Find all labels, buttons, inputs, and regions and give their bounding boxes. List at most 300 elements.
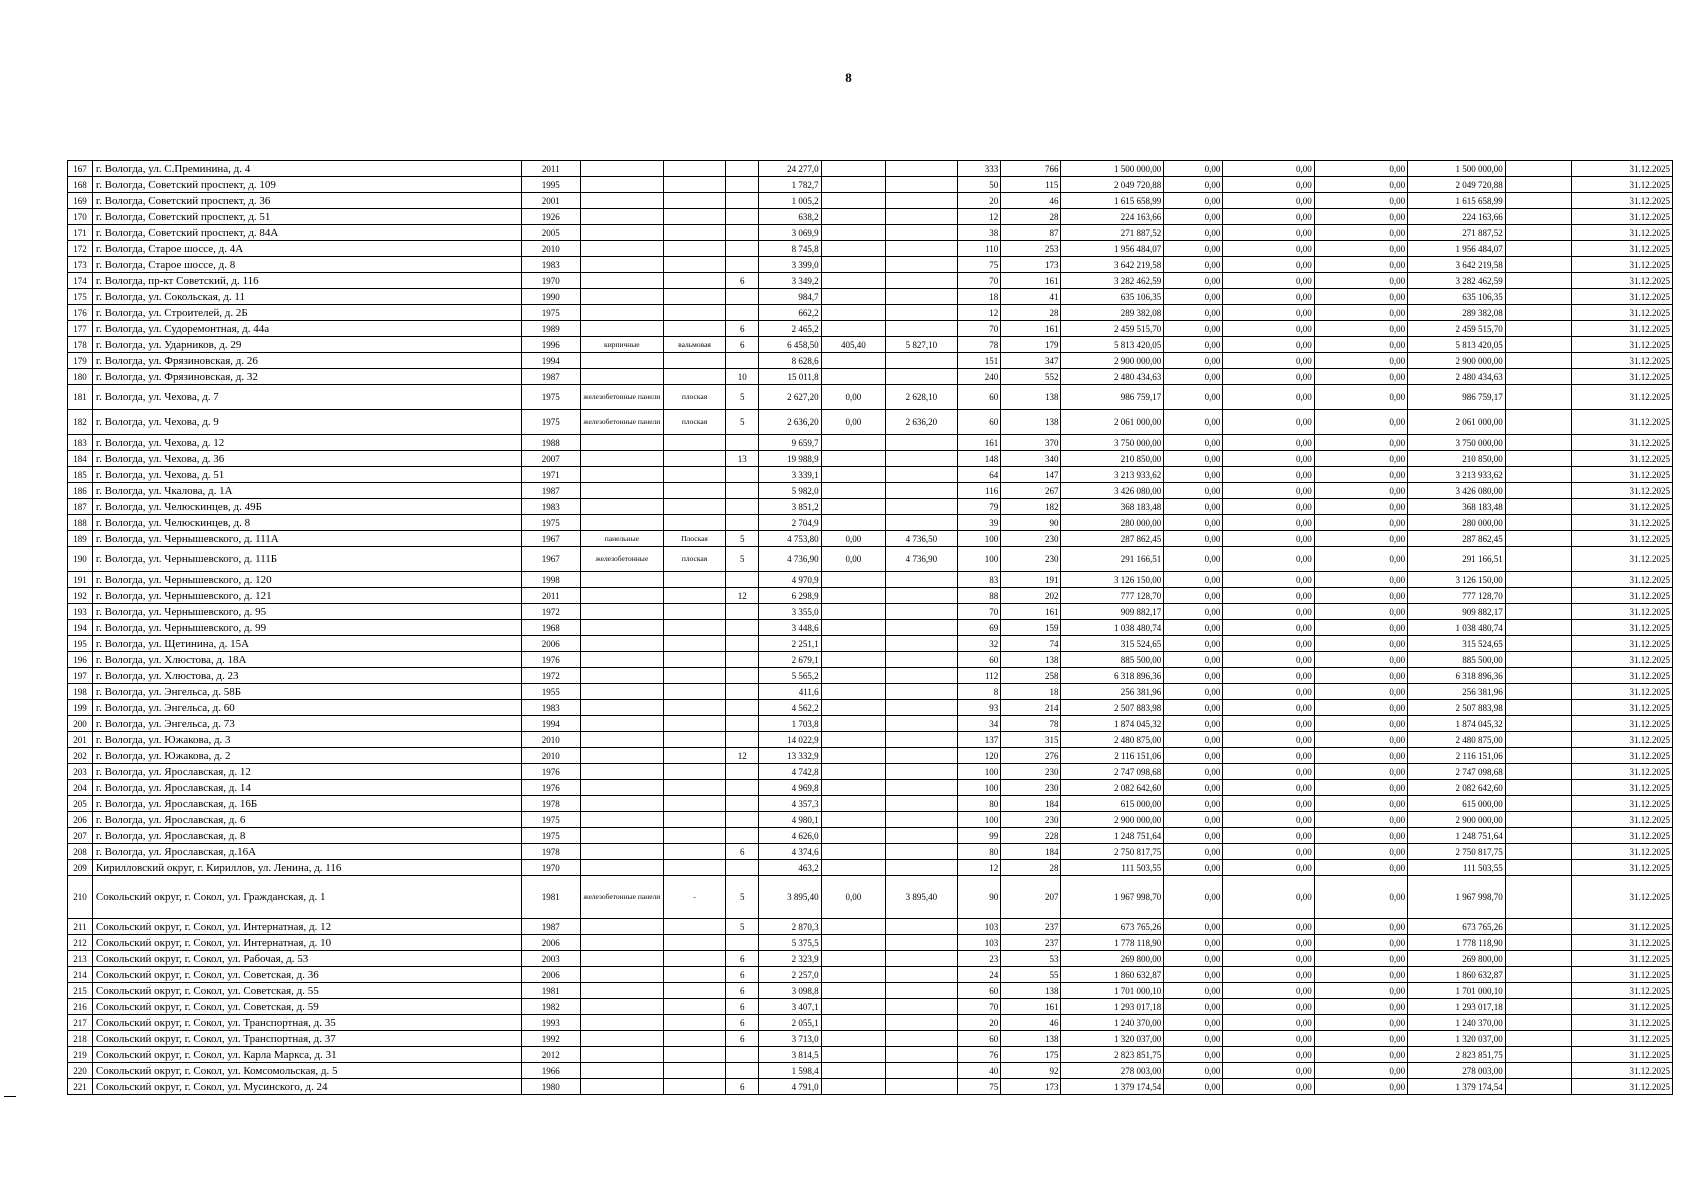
cost-cell: 909 882,17 [1061,604,1164,620]
residential-area-cell [886,780,958,796]
funds-3-cell: 0,00 [1314,483,1407,499]
address-cell: г. Вологда, ул. Чехова, д. 36 [92,451,521,467]
deadline-date-cell: 31.12.2025 [1572,732,1673,748]
cost-cell: 256 381,96 [1061,684,1164,700]
nonresidential-area-cell [821,999,885,1015]
total-cost-cell: 1 778 118,90 [1408,935,1506,951]
residential-area-cell [886,257,958,273]
roof-type-cell [663,935,725,951]
funds-1-cell: 0,00 [1164,935,1223,951]
roof-type-cell [663,732,725,748]
table-row [68,515,1673,531]
funds-2-cell: 0,00 [1223,604,1314,620]
table-row [68,531,1673,547]
row-number-cell: 171 [68,225,93,241]
funds-1-cell: 0,00 [1164,467,1223,483]
nonresidential-area-cell [821,257,885,273]
wall-material-cell [580,499,663,515]
count-1-cell: 38 [957,225,1001,241]
roof-type-cell: плоская [663,547,725,572]
nonresidential-area-cell: 0,00 [821,410,885,435]
row-number-cell: 221 [68,1079,93,1095]
cost-cell: 2 747 098,68 [1061,764,1164,780]
roof-type-cell [663,951,725,967]
funds-1-cell: 0,00 [1164,999,1223,1015]
funds-3-cell: 0,00 [1314,983,1407,999]
address-cell: г. Вологда, ул. Чкалова, д. 1А [92,483,521,499]
residential-area-cell [886,289,958,305]
total-cost-cell: 1 038 480,74 [1408,620,1506,636]
funds-3-cell: 0,00 [1314,1047,1407,1063]
total-cost-cell: 1 874 045,32 [1408,716,1506,732]
funds-1-cell: 0,00 [1164,369,1223,385]
nonresidential-area-cell [821,467,885,483]
table-row [68,951,1673,967]
cost-cell: 3 213 933,62 [1061,467,1164,483]
wall-material-cell [580,999,663,1015]
table-row [68,812,1673,828]
table-row [68,410,1673,435]
row-number-cell: 167 [68,161,93,177]
row-number-cell: 188 [68,515,93,531]
total-area-cell: 4 736,90 [759,547,821,572]
roof-type-cell [663,844,725,860]
nonresidential-area-cell [821,177,885,193]
count-2-cell: 46 [1001,193,1061,209]
row-number-cell: 176 [68,305,93,321]
row-number-cell: 204 [68,780,93,796]
funds-3-cell: 0,00 [1314,305,1407,321]
cost-cell: 777 128,70 [1061,588,1164,604]
total-cost-cell: 271 887,52 [1408,225,1506,241]
total-area-cell: 4 980,1 [759,812,821,828]
funds-1-cell: 0,00 [1164,337,1223,353]
floors-cell: 6 [726,1015,759,1031]
address-cell: г. Вологда, ул. Хлюстова, д. 18А [92,652,521,668]
count-1-cell: 100 [957,764,1001,780]
count-1-cell: 79 [957,499,1001,515]
nonresidential-area-cell [821,435,885,451]
count-1-cell: 70 [957,604,1001,620]
nonresidential-area-cell [821,636,885,652]
row-number-cell: 191 [68,572,93,588]
funds-2-cell: 0,00 [1223,780,1314,796]
nonresidential-area-cell [821,273,885,289]
nonresidential-area-cell [821,812,885,828]
residential-area-cell [886,161,958,177]
residential-area-cell [886,369,958,385]
address-cell: г. Вологда, ул. Челюскинцев, д. 8 [92,515,521,531]
row-number-cell: 181 [68,385,93,410]
wall-material-cell: железобетонные [580,547,663,572]
year-cell: 1976 [521,652,580,668]
wall-material-cell [580,1063,663,1079]
count-2-cell: 179 [1001,337,1061,353]
total-area-cell: 3 851,2 [759,499,821,515]
floors-cell: 6 [726,844,759,860]
row-number-cell: 193 [68,604,93,620]
total-area-cell: 8 628,6 [759,353,821,369]
funds-1-cell: 0,00 [1164,951,1223,967]
total-cost-cell: 1 956 484,07 [1408,241,1506,257]
total-cost-cell: 909 882,17 [1408,604,1506,620]
total-cost-cell: 5 813 420,05 [1408,337,1506,353]
funds-1-cell: 0,00 [1164,652,1223,668]
funds-1-cell: 0,00 [1164,572,1223,588]
total-area-cell: 463,2 [759,860,821,876]
count-1-cell: 50 [957,177,1001,193]
count-1-cell: 18 [957,289,1001,305]
address-cell: Сокольский округ, г. Сокол, ул. Интернатная, д. 12 [92,919,521,935]
roof-type-cell [663,289,725,305]
residential-area-cell [886,828,958,844]
blank-cell [1505,257,1571,273]
deadline-date-cell: 31.12.2025 [1572,935,1673,951]
year-cell: 1970 [521,273,580,289]
total-cost-cell: 2 507 883,98 [1408,700,1506,716]
deadline-date-cell: 31.12.2025 [1572,499,1673,515]
total-cost-cell: 224 163,66 [1408,209,1506,225]
year-cell: 1975 [521,410,580,435]
row-number-cell: 182 [68,410,93,435]
residential-area-cell [886,435,958,451]
blank-cell [1505,1047,1571,1063]
nonresidential-area-cell [821,515,885,531]
count-1-cell: 20 [957,193,1001,209]
roof-type-cell [663,483,725,499]
count-2-cell: 161 [1001,999,1061,1015]
funds-1-cell: 0,00 [1164,483,1223,499]
total-cost-cell: 2 459 515,70 [1408,321,1506,337]
cost-cell: 2 900 000,00 [1061,812,1164,828]
address-cell: г. Вологда, ул. Щетинина, д. 15А [92,636,521,652]
address-cell: Сокольский округ, г. Сокол, ул. Интернатная, д. 10 [92,935,521,951]
residential-area-cell [886,652,958,668]
count-2-cell: 276 [1001,748,1061,764]
cost-cell: 986 759,17 [1061,385,1164,410]
cost-cell: 1 248 751,64 [1061,828,1164,844]
funds-2-cell: 0,00 [1223,531,1314,547]
row-number-cell: 214 [68,967,93,983]
nonresidential-area-cell [821,451,885,467]
address-cell: г. Вологда, ул. Строителей, д. 2Б [92,305,521,321]
funds-2-cell: 0,00 [1223,844,1314,860]
blank-cell [1505,241,1571,257]
year-cell: 1983 [521,257,580,273]
row-number-cell: 213 [68,951,93,967]
address-cell: Сокольский округ, г. Сокол, ул. Карла Маркса, д. 31 [92,1047,521,1063]
total-area-cell: 5 375,5 [759,935,821,951]
table-body [68,161,1673,1095]
floors-cell: 6 [726,1031,759,1047]
total-area-cell: 8 745,8 [759,241,821,257]
funds-3-cell: 0,00 [1314,919,1407,935]
address-cell: г. Вологда, ул. Южакова, д. 2 [92,748,521,764]
table-row [68,684,1673,700]
funds-2-cell: 0,00 [1223,161,1314,177]
total-area-cell: 2 251,1 [759,636,821,652]
funds-2-cell: 0,00 [1223,225,1314,241]
residential-area-cell [886,1063,958,1079]
address-cell: г. Вологда, ул. Чернышевского, д. 120 [92,572,521,588]
funds-3-cell: 0,00 [1314,369,1407,385]
nonresidential-area-cell [821,796,885,812]
count-2-cell: 267 [1001,483,1061,499]
table-row [68,321,1673,337]
row-number-cell: 178 [68,337,93,353]
total-cost-cell: 2 061 000,00 [1408,410,1506,435]
residential-area-cell [886,1015,958,1031]
total-area-cell: 2 870,3 [759,919,821,935]
residential-area-cell [886,951,958,967]
count-2-cell: 237 [1001,935,1061,951]
residential-area-cell: 4 736,50 [886,531,958,547]
row-number-cell: 219 [68,1047,93,1063]
deadline-date-cell: 31.12.2025 [1572,515,1673,531]
total-area-cell: 2 257,0 [759,967,821,983]
cost-cell: 2 459 515,70 [1061,321,1164,337]
deadline-date-cell: 31.12.2025 [1572,241,1673,257]
count-2-cell: 74 [1001,636,1061,652]
blank-cell [1505,999,1571,1015]
count-1-cell: 103 [957,919,1001,935]
floors-cell: 13 [726,451,759,467]
nonresidential-area-cell: 405,40 [821,337,885,353]
table-row [68,337,1673,353]
deadline-date-cell: 31.12.2025 [1572,321,1673,337]
deadline-date-cell: 31.12.2025 [1572,451,1673,467]
wall-material-cell [580,273,663,289]
funds-1-cell: 0,00 [1164,684,1223,700]
funds-2-cell: 0,00 [1223,385,1314,410]
year-cell: 1955 [521,684,580,700]
nonresidential-area-cell [821,716,885,732]
blank-cell [1505,499,1571,515]
count-1-cell: 8 [957,684,1001,700]
count-2-cell: 92 [1001,1063,1061,1079]
funds-1-cell: 0,00 [1164,241,1223,257]
count-1-cell: 88 [957,588,1001,604]
funds-3-cell: 0,00 [1314,732,1407,748]
roof-type-cell [663,1031,725,1047]
funds-2-cell: 0,00 [1223,321,1314,337]
table-row [68,193,1673,209]
blank-cell [1505,531,1571,547]
residential-area-cell: 2 636,20 [886,410,958,435]
count-1-cell: 20 [957,1015,1001,1031]
funds-1-cell: 0,00 [1164,193,1223,209]
cost-cell: 2 049 720,88 [1061,177,1164,193]
total-area-cell: 1 005,2 [759,193,821,209]
deadline-date-cell: 31.12.2025 [1572,812,1673,828]
deadline-date-cell: 31.12.2025 [1572,876,1673,919]
residential-area-cell [886,588,958,604]
row-number-cell: 212 [68,935,93,951]
table-row [68,700,1673,716]
count-2-cell: 78 [1001,716,1061,732]
deadline-date-cell: 31.12.2025 [1572,764,1673,780]
wall-material-cell [580,289,663,305]
nonresidential-area-cell [821,193,885,209]
total-area-cell: 6 298,9 [759,588,821,604]
funds-1-cell: 0,00 [1164,531,1223,547]
nonresidential-area-cell [821,1063,885,1079]
deadline-date-cell: 31.12.2025 [1572,531,1673,547]
residential-area-cell: 2 628,10 [886,385,958,410]
total-area-cell: 4 969,8 [759,780,821,796]
residential-area-cell [886,572,958,588]
funds-3-cell: 0,00 [1314,999,1407,1015]
address-cell: г. Вологда, ул. Ярославская, д. 14 [92,780,521,796]
row-number-cell: 206 [68,812,93,828]
deadline-date-cell: 31.12.2025 [1572,860,1673,876]
year-cell: 2001 [521,193,580,209]
roof-type-cell [663,225,725,241]
floors-cell: 6 [726,1079,759,1095]
address-cell: г. Вологда, ул. Судоремонтная, д. 44а [92,321,521,337]
residential-area-cell: 5 827,10 [886,337,958,353]
funds-3-cell: 0,00 [1314,652,1407,668]
row-number-cell: 218 [68,1031,93,1047]
total-area-cell: 4 562,2 [759,700,821,716]
funds-3-cell: 0,00 [1314,289,1407,305]
address-cell: г. Вологда, ул. Ярославская, д. 12 [92,764,521,780]
count-2-cell: 228 [1001,828,1061,844]
funds-1-cell: 0,00 [1164,515,1223,531]
row-number-cell: 194 [68,620,93,636]
blank-cell [1505,748,1571,764]
wall-material-cell [580,919,663,935]
funds-1-cell: 0,00 [1164,668,1223,684]
wall-material-cell [580,241,663,257]
row-number-cell: 215 [68,983,93,999]
deadline-date-cell: 31.12.2025 [1572,796,1673,812]
table-row [68,604,1673,620]
address-cell: г. Вологда, ул. Энгельса, д. 58Б [92,684,521,700]
floors-cell [726,241,759,257]
wall-material-cell [580,951,663,967]
row-number-cell: 211 [68,919,93,935]
count-1-cell: 100 [957,812,1001,828]
cost-cell: 1 967 998,70 [1061,876,1164,919]
wall-material-cell [580,225,663,241]
residential-area-cell [886,1047,958,1063]
address-cell: г. Вологда, ул. Чернышевского, д. 111А [92,531,521,547]
year-cell: 1968 [521,620,580,636]
year-cell: 1970 [521,860,580,876]
blank-cell [1505,828,1571,844]
floors-cell [726,652,759,668]
total-cost-cell: 291 166,51 [1408,547,1506,572]
total-area-cell: 3 814,5 [759,1047,821,1063]
total-area-cell: 3 355,0 [759,604,821,620]
nonresidential-area-cell [821,483,885,499]
wall-material-cell [580,515,663,531]
funds-2-cell: 0,00 [1223,483,1314,499]
deadline-date-cell: 31.12.2025 [1572,967,1673,983]
blank-cell [1505,289,1571,305]
table-row [68,467,1673,483]
total-cost-cell: 1 500 000,00 [1408,161,1506,177]
funds-1-cell: 0,00 [1164,1047,1223,1063]
table-row [68,273,1673,289]
count-1-cell: 32 [957,636,1001,652]
total-area-cell: 662,2 [759,305,821,321]
total-area-cell: 2 055,1 [759,1015,821,1031]
year-cell: 2012 [521,1047,580,1063]
count-2-cell: 370 [1001,435,1061,451]
count-2-cell: 230 [1001,780,1061,796]
floors-cell [726,209,759,225]
funds-1-cell: 0,00 [1164,796,1223,812]
row-number-cell: 217 [68,1015,93,1031]
row-number-cell: 196 [68,652,93,668]
total-area-cell: 638,2 [759,209,821,225]
deadline-date-cell: 31.12.2025 [1572,483,1673,499]
residential-area-cell [886,483,958,499]
year-cell: 2006 [521,967,580,983]
floors-cell: 6 [726,273,759,289]
funds-1-cell: 0,00 [1164,700,1223,716]
wall-material-cell [580,716,663,732]
wall-material-cell [580,257,663,273]
year-cell: 1978 [521,844,580,860]
total-cost-cell: 1 860 632,87 [1408,967,1506,983]
wall-material-cell [580,967,663,983]
total-area-cell: 3 349,2 [759,273,821,289]
funds-3-cell: 0,00 [1314,780,1407,796]
funds-1-cell: 0,00 [1164,435,1223,451]
total-cost-cell: 3 426 080,00 [1408,483,1506,499]
funds-3-cell: 0,00 [1314,716,1407,732]
funds-2-cell: 0,00 [1223,588,1314,604]
funds-2-cell: 0,00 [1223,369,1314,385]
cost-cell: 1 293 017,18 [1061,999,1164,1015]
funds-3-cell: 0,00 [1314,257,1407,273]
roof-type-cell [663,1079,725,1095]
deadline-date-cell: 31.12.2025 [1572,684,1673,700]
roof-type-cell [663,967,725,983]
wall-material-cell [580,483,663,499]
total-cost-cell: 3 642 219,58 [1408,257,1506,273]
address-cell: г. Вологда, ул. Фрязиновская, д. 32 [92,369,521,385]
funds-1-cell: 0,00 [1164,1079,1223,1095]
count-1-cell: 69 [957,620,1001,636]
row-number-cell: 203 [68,764,93,780]
roof-type-cell [663,700,725,716]
count-1-cell: 24 [957,967,1001,983]
wall-material-cell [580,161,663,177]
funds-3-cell: 0,00 [1314,1015,1407,1031]
floors-cell: 6 [726,321,759,337]
funds-3-cell: 0,00 [1314,499,1407,515]
count-2-cell: 173 [1001,1079,1061,1095]
total-cost-cell: 986 759,17 [1408,385,1506,410]
floors-cell [726,257,759,273]
cost-cell: 885 500,00 [1061,652,1164,668]
funds-2-cell: 0,00 [1223,435,1314,451]
residential-area-cell: 3 895,40 [886,876,958,919]
table-row [68,483,1673,499]
address-cell: Сокольский округ, г. Сокол, ул. Советская, д. 59 [92,999,521,1015]
funds-1-cell: 0,00 [1164,780,1223,796]
roof-type-cell [663,748,725,764]
cost-cell: 278 003,00 [1061,1063,1164,1079]
deadline-date-cell: 31.12.2025 [1572,588,1673,604]
roof-type-cell [663,796,725,812]
row-number-cell: 205 [68,796,93,812]
funds-3-cell: 0,00 [1314,177,1407,193]
